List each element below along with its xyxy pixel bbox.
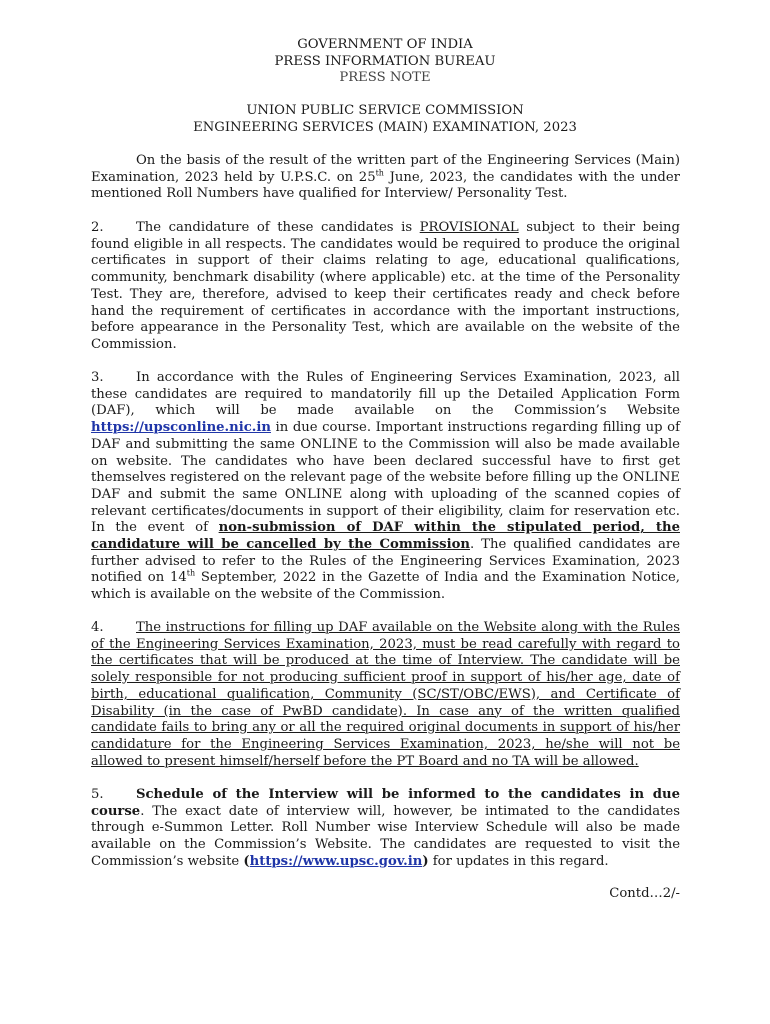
paragraph-1: On the basis of the result of the written part of the Engineering Services (Main) Examination, 2023 held by U.P.S.C. on 25th June, 2023, the candidates with the under mentioned Roll Numbers have qualified for Interview/ Personality Test. [91,153,680,202]
paragraph-4 [91,620,680,770]
header-press-note: PRESS NOTE [339,70,431,86]
interview-schedule-notice: Schedule of the Interview will be informed to the candidates in due course [91,787,680,819]
header-bureau: PRESS INFORMATION BUREAU [274,53,496,69]
header-commission: UNION PUBLIC SERVICE COMMISSION [246,103,524,118]
document-subheader [0,103,770,136]
paragraph-number: 2. [91,220,104,235]
paragraph-3: 3. In accordance with the Rules of Engineering Services Examination, 2023, all these candidates are required to mandatorily fill up the Detailed Application Form (DAF), which will be made available on the Commission’s Website https://upsconline.nic.in in due course. Important instructions regarding filling up of DAF and submitting the same ONLINE to the Commission will also be made available on website. The candidates who have been declared successful have to first get themselves registered on the relevant page of the website before filling up the ONLINE DAF and submit the same ONLINE along with uploading of the scanned copies of relevant certificates/documents in support of their eligibility, claim for reservation etc. In the event of non-submission of DAF within the stipulated period, the candidature will be cancelled by the Commission. The qualified candidates are further advised to refer to the Rules of the Engineering Services Examination, 2023 notified on 14th September, 2022 in the Gazette of India and the Examination Notice, which is available on the website of the Commission. [91,370,681,603]
upsc-website-link[interactable]: https://www.upsc.gov.in [249,853,423,869]
paragraph-number: 5. [91,787,104,802]
paragraph-number: 4. [91,620,104,635]
paragraph-number: 3. [91,370,104,385]
non-submission-warning: non-submission of DAF within the stipulated period, the candidature will be cancelled by the Commission [91,520,680,553]
header-exam-title: ENGINEERING SERVICES (MAIN) EXAMINATION, 2023 [193,119,577,135]
paragraph-2: 2. The candidature of these candidates is PROVISIONAL subject to their being found eligible in all respects. The candidates would be required to produce the original certificates in support of their claims relating to age, educational qualifications, community, benchmark disability (where applicable) etc. at the time of the Personality Test. They are, therefore, advised to keep their certificates ready and check before hand the requirement of certificates in accordance with the important instructions, before appearance in the Personality Test, which are available on the website of the Commission. [91,220,680,352]
instructions-text: The instructions for filling up DAF available on the Website along with the Rules of the Engineering Services Examination, 2023, must be read carefully with regard to the certificates that will be produced at the time of Interview. The candidate will be solely responsible for not producing sufficient proof in support of his/her age, date of birth, educational qualification, Community (SC/ST/OBC/EWS), and Certificate of Disability (in the case of PwBD candidate). In case any of the written qualified candidate fails to bring any or all the required original documents in support of his/her candidature for the Engineering Services Examination, 2023, he/she will not be allowed to present himself/herself before the PT Board and no TA will be allowed. [91,620,680,769]
paragraph-5: 5. Schedule of the Interview will be informed to the candidates in due course. The exact date of interview will, however, be intimated to the candidates through e-Summon Letter. Roll Number wise Interview Schedule will also be made available on the Commission’s Website. The candidates are requested to visit the Commission’s website (https://www.upsc.gov.in) for updates in this regard. [91,787,680,869]
header-government: GOVERNMENT OF INDIA [297,37,473,52]
upsconline-link[interactable]: https://upsconline.nic.in [91,420,271,436]
continued-marker: Contd…2/- [609,886,680,901]
provisional-text: PROVISIONAL [419,220,519,235]
document-header [0,37,770,87]
